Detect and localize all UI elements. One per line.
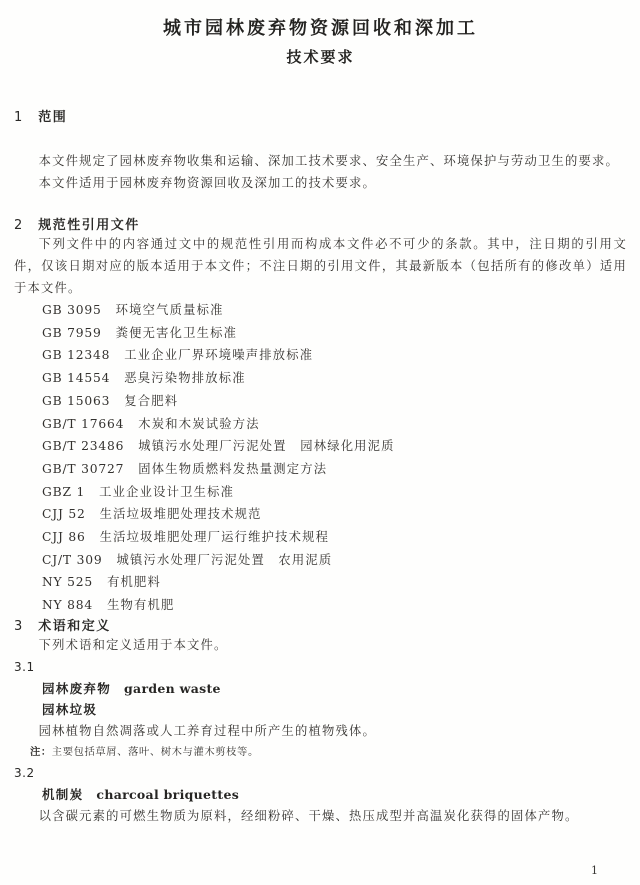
reference-title: 工业企业厂界环境噪声排放标准	[124, 348, 314, 363]
reference-item	[42, 549, 627, 572]
term-name-line	[42, 678, 627, 700]
term-entry-3-1	[14, 656, 627, 763]
reference-item	[42, 594, 627, 617]
reference-title: 粪便无害化卫生标准	[115, 325, 238, 340]
reference-item	[42, 481, 627, 504]
section-title: 规范性引用文件	[38, 218, 140, 233]
reference-title: 木炭和木炭试验方法	[138, 416, 260, 431]
reference-title: 固体生物质燃料发热量测定方法	[138, 461, 328, 476]
reference-code: CJJ 52	[42, 507, 86, 522]
term-id: 3.2	[14, 766, 35, 781]
term-id: 3.1	[14, 659, 35, 674]
reference-item	[42, 435, 627, 458]
reference-title: 城镇污水处理厂污泥处置 园林绿化用泥质	[138, 439, 395, 454]
section-number: 1	[14, 110, 23, 125]
reference-item	[42, 413, 627, 436]
reference-title: 恶臭污染物排放标准	[124, 371, 246, 386]
section-number: 2	[14, 218, 23, 233]
section-heading-normative-references	[14, 219, 627, 233]
reference-item	[42, 390, 627, 413]
section-heading-scope	[14, 111, 627, 125]
reference-title: 生物有机肥	[107, 598, 175, 613]
reference-code: GBZ 1	[42, 484, 86, 499]
reference-title: 复合肥料	[124, 393, 179, 408]
reference-code: GB 15063	[42, 393, 111, 408]
reference-code: NY 884	[42, 598, 94, 613]
reference-item	[42, 322, 627, 345]
reference-code: GB 14554	[42, 371, 111, 386]
reference-item	[42, 503, 627, 526]
reference-item	[42, 367, 627, 390]
reference-title: 有机肥料	[107, 575, 162, 590]
term-note	[30, 742, 627, 762]
scope-paragraph: 本文件适用于园林废弃物资源回收及深加工的技术要求。	[38, 176, 377, 190]
document-title: 城市园林废弃物资源回收和深加工	[163, 18, 478, 39]
reference-item	[42, 571, 627, 594]
section-title: 术语和定义	[38, 618, 111, 634]
term-english: charcoal briquettes	[96, 787, 240, 803]
reference-item	[42, 526, 627, 549]
term-chinese: 机制炭	[42, 787, 84, 803]
term-definition: 园林植物自然凋落或人工养育过程中所产生的植物残体。	[38, 723, 377, 738]
reference-code: NY 525	[42, 575, 94, 590]
reference-code: GB 7959	[42, 325, 102, 340]
section-heading-terms-definitions	[14, 620, 627, 634]
term-chinese: 园林废弃物	[42, 680, 112, 696]
reference-title: 生活垃圾堆肥处理厂运行维护技术规程	[99, 530, 330, 545]
term-definition: 以含碳元素的可燃生物质为原料，经细粉碎、干燥、热压成型并高温炭化获得的固体产物。	[38, 808, 579, 823]
term-synonym: 园林垃圾	[42, 702, 98, 718]
note-text: 主要包括草屑、落叶、树木与灌木剪枝等。	[51, 746, 259, 759]
reference-title: 城镇污水处理厂污泥处置 农用泥质	[116, 552, 333, 567]
reference-code: CJ/T 309	[42, 552, 103, 567]
scope-paragraphs	[14, 150, 627, 194]
section-number: 3	[14, 618, 23, 634]
reference-item	[42, 344, 627, 367]
reference-title: 生活垃圾堆肥处理技术规范	[99, 507, 262, 522]
term-entry-3-2	[14, 762, 627, 827]
reference-code: GB 3095	[42, 303, 102, 317]
reference-code: GB/T 17664	[42, 416, 125, 431]
reference-code: GB 12348	[42, 348, 111, 363]
reference-title: 工业企业设计卫生标准	[99, 484, 235, 499]
term-english: garden waste	[124, 680, 221, 696]
reference-item	[42, 299, 627, 322]
section-title: 范围	[38, 110, 68, 125]
reference-title: 环境空气质量标准	[115, 303, 224, 317]
reference-item	[42, 458, 627, 481]
reference-list	[42, 299, 627, 617]
normative-references-intro: 下列文件中的内容通过文中的规范性引用而构成本文件必不可少的条款。其中，注日期的引用文件，仅该日期对应的版本适用于本文件；不注日期的引用文件，其最新版本（包括所有的修改单）适用于本文件。	[14, 237, 627, 295]
reference-code: CJJ 86	[42, 530, 86, 545]
term-name-line	[42, 784, 627, 806]
page-number: 1	[591, 864, 598, 877]
reference-code: GB/T 30727	[42, 461, 125, 476]
reference-code: GB/T 23486	[42, 439, 125, 454]
document-subtitle: 技术要求	[286, 48, 355, 66]
scope-paragraph: 本文件规定了园林废弃物收集和运输、深加工技术要求、安全生产、环境保护与劳动卫生的要求。	[38, 154, 619, 168]
terms-intro: 下列术语和定义适用于本文件。	[38, 637, 228, 652]
note-label: 注：	[30, 746, 52, 759]
